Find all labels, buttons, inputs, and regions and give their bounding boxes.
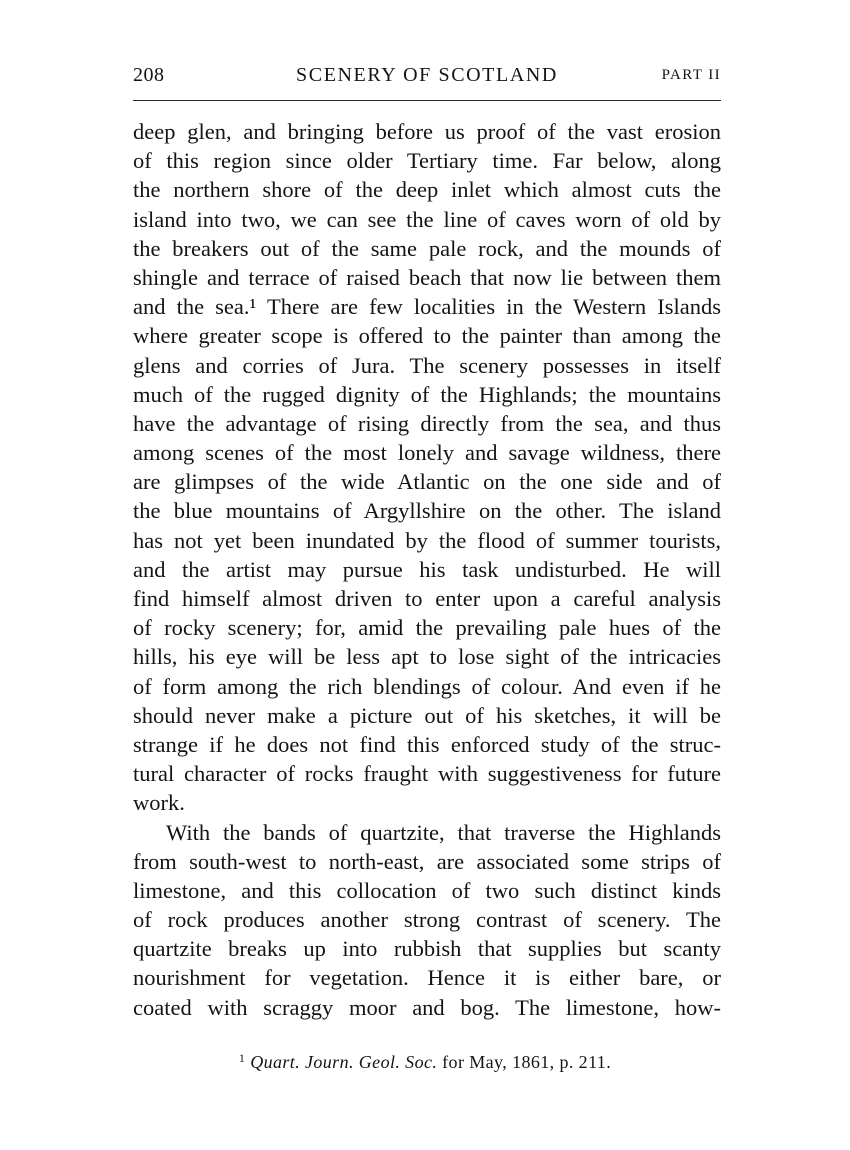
text-line: nourishment for vegetation. Hence it is either bare, or [133,965,721,991]
text-line: of rocky scenery; for, amid the prevailing pale hues of the [133,615,721,641]
text-line: have the advantage of rising directly from the sea, and thus [133,410,721,436]
footnote [0,1051,850,1073]
text-line: are glimpses of the wide Atlantic on the one side and of [133,469,721,495]
text-line: tural character of rocks fraught with suggestiveness for future [133,761,721,787]
text-line: should never make a picture out of his sketches, it will be [133,702,721,728]
part-label: PART II [661,67,721,83]
footnote-mark: 1 [238,1051,246,1065]
text-line: where greater scope is offered to the painter than among the [133,323,721,349]
text-line: the northern shore of the deep inlet which almost cuts the [133,177,721,203]
book-title: SCENERY OF SCOTLAND [296,64,558,86]
text-line: much of the rugged dignity of the Highlands; the mountains [133,381,721,407]
running-head [133,64,721,90]
text-line: of rock produces another strong contrast of scenery. The [133,907,721,933]
body-text [133,117,721,1022]
text-line: among scenes of the most lonely and savage wildness, there [133,440,721,466]
text-line: island into two, we can see the line of caves worn of old by [133,206,721,232]
text-line: hills, his eye will be less apt to lose sight of the intricacies [133,644,721,670]
text-line: and the artist may pursue his task undisturbed. He will [133,556,721,582]
text-line: and the sea.¹ There are few localities in the Western Islands [133,294,721,320]
text-line: quartzite breaks up into rubbish that supplies but scanty [133,936,721,962]
text-line: glens and corries of Jura. The scenery possesses in itself [133,352,721,378]
text-line: of this region since older Tertiary time. Far below, along [133,148,721,174]
text-line: from south-west to north-east, are associated some strips of [133,848,721,874]
footnote-text: for May, 1861, p. 211. [437,1052,612,1072]
text-line: limestone, and this collocation of two such distinct kinds [133,877,721,903]
header-rule [133,100,721,101]
paragraph-start-line: With the bands of quartzite, that traverse the Highlands [166,819,721,845]
text-line: the breakers out of the same pale rock, and the mounds of [133,235,721,261]
footnote-reference: Quart. Journ. Geol. Soc. [250,1052,438,1072]
text-line: has not yet been inundated by the flood of summer tourists, [133,527,721,553]
text-line: coated with scraggy moor and bog. The limestone, how- [133,994,721,1020]
text-line: the blue mountains of Argyllshire on the other. The island [133,498,721,524]
text-line: strange if he does not find this enforced study of the struc- [133,731,721,757]
text-line: find himself almost driven to enter upon a careful analysis [133,586,721,611]
paragraph-end-line: work. [133,790,185,816]
text-line: shingle and terrace of raised beach that now lie between them [133,264,721,290]
page-number: 208 [133,64,165,86]
text-line: deep glen, and bringing before us proof of the vast erosion [133,119,721,144]
text-line: of form among the rich blendings of colour. And even if he [133,673,721,699]
